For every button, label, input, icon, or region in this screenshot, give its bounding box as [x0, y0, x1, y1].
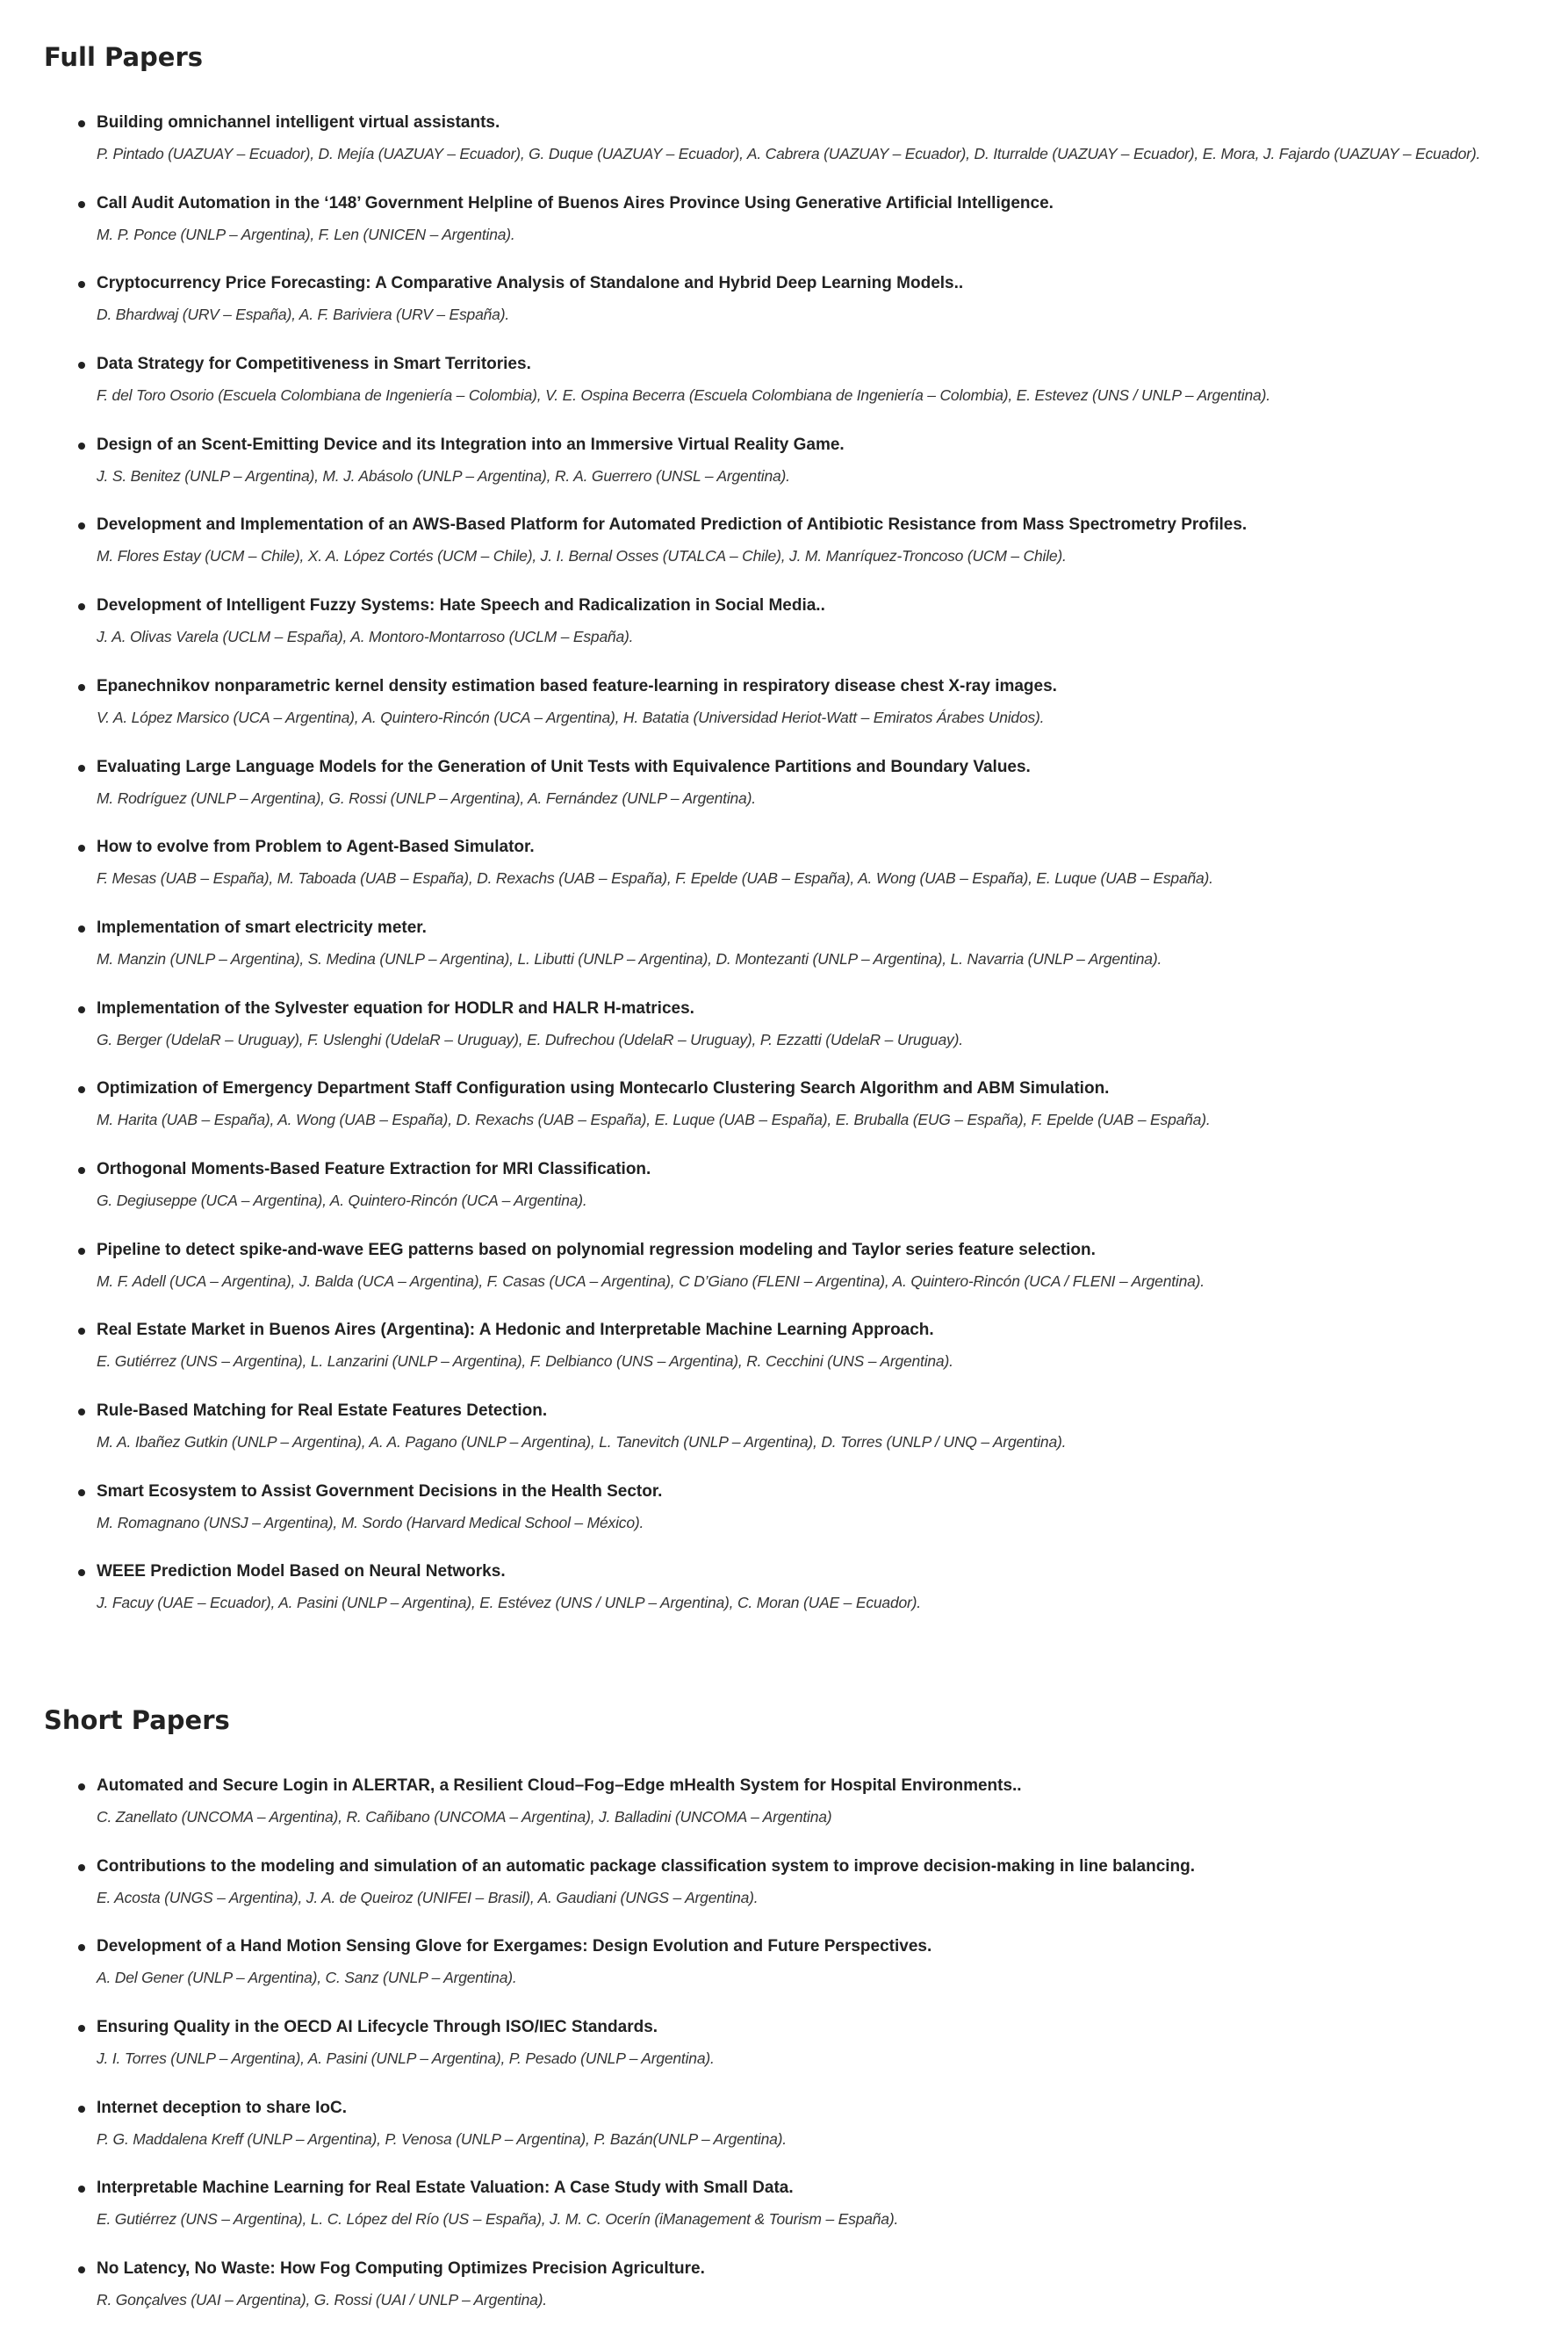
- paper-item: [0, 998, 1568, 1079]
- paper-title: WEEE Prediction Model Based on Neural Networks.: [97, 1562, 506, 1581]
- paper-authors: M. Flores Estay (UCM – Chile), X. A. López Cortés (UCM – Chile), J. I. Bernal Osses (UTALCA – Chile), J. M. Manríquez-Troncoso (UCM – Chile).: [97, 547, 1067, 565]
- paper-authors: J. S. Benitez (UNLP – Argentina), M. J. Abásolo (UNLP – Argentina), R. A. Guerrero (UNSL – Argentina).: [97, 466, 790, 485]
- bullet-icon: [78, 1489, 85, 1496]
- bullet-icon: [78, 201, 85, 208]
- paper-authors: F. del Toro Osorio (Escuela Colombiana de Ingeniería – Colombia), V. E. Ospina Becerra (Escuela Colombiana de Ingeniería – Colombia), E. Estevez (UNS / UNLP – Argentina).: [97, 386, 1270, 405]
- paper-item: [0, 1320, 1568, 1401]
- paper-authors: E. Acosta (UNGS – Argentina), J. A. de Queiroz (UNIFEI – Brasil), A. Gaudiani (UNGS – Argentina).: [97, 1888, 759, 1906]
- bullet-icon: [78, 362, 85, 369]
- paper-title: Epanechnikov nonparametric kernel density estimation based feature-learning in respiratory disease chest X-ray images.: [97, 676, 1057, 695]
- paper-title: Building omnichannel intelligent virtual assistants.: [97, 113, 500, 132]
- paper-item: [0, 2258, 1568, 2339]
- paper-item: [0, 1078, 1568, 1159]
- bullet-icon: [78, 2025, 85, 2032]
- paper-title: Development of a Hand Motion Sensing Glove for Exergames: Design Evolution and Future Perspectives.: [97, 1937, 932, 1956]
- bullet-icon: [78, 2266, 85, 2273]
- paper-title: Implementation of the Sylvester equation for HODLR and HALR H-matrices.: [97, 998, 694, 1018]
- bullet-icon: [78, 281, 85, 288]
- bullet-icon: [78, 684, 85, 691]
- paper-title: Implementation of smart electricity meter.: [97, 918, 427, 937]
- bullet-icon: [78, 1086, 85, 1093]
- paper-authors: R. Gonçalves (UAI – Argentina), G. Rossi (UAI / UNLP – Argentina).: [97, 2291, 547, 2309]
- paper-title: No Latency, No Waste: How Fog Computing Optimizes Precision Agriculture.: [97, 2259, 705, 2279]
- paper-title: Pipeline to detect spike-and-wave EEG patterns based on polynomial regression modeling and Taylor series feature selection.: [97, 1240, 1096, 1259]
- paper-authors: F. Mesas (UAB – España), M. Taboada (UAB – España), D. Rexachs (UAB – España), F. Epelde (UAB – España), A. Wong (UAB – España), E. Luque (UAB – España).: [97, 869, 1213, 888]
- paper-title: Interpretable Machine Learning for Real Estate Valuation: A Case Study with Small Data.: [97, 2179, 794, 2198]
- paper-title: Call Audit Automation in the ‘148’ Government Helpline of Buenos Aires Province Using Generative Artificial Intelligence.: [97, 193, 1054, 212]
- paper-item: [0, 1481, 1568, 1562]
- paper-item: [0, 1240, 1568, 1321]
- bullet-icon: [78, 1248, 85, 1255]
- paper-authors: J. I. Torres (UNLP – Argentina), A. Pasini (UNLP – Argentina), P. Pesado (UNLP – Argentina).: [97, 2049, 715, 2068]
- bullet-icon: [78, 443, 85, 450]
- paper-item: [0, 1936, 1568, 2017]
- bullet-icon: [78, 845, 85, 852]
- paper-item: [0, 1561, 1568, 1642]
- paper-authors: M. A. Ibañez Gutkin (UNLP – Argentina), A. A. Pagano (UNLP – Argentina), L. Tanevitch (UNLP – Argentina), D. Torres (UNLP / UNQ – Argentina).: [97, 1433, 1067, 1451]
- short-papers-heading: Short Papers: [44, 1705, 230, 1735]
- paper-item: [0, 193, 1568, 274]
- paper-title: Rule-Based Matching for Real Estate Features Detection.: [97, 1401, 548, 1420]
- paper-authors: A. Del Gener (UNLP – Argentina), C. Sanz (UNLP – Argentina).: [97, 1969, 517, 1987]
- paper-authors: P. Pintado (UAZUAY – Ecuador), D. Mejía (UAZUAY – Ecuador), G. Duque (UAZUAY – Ecuador), A. Cabrera (UAZUAY – Ecuador), D. Iturralde (UAZUAY – Ecuador), E. Mora, J. Fajardo (UAZUAY – Ecuador).: [97, 145, 1481, 162]
- paper-title: Real Estate Market in Buenos Aires (Argentina): A Hedonic and Interpretable Machine Learning Approach.: [97, 1321, 934, 1340]
- bullet-icon: [78, 2186, 85, 2193]
- paper-authors: E. Gutiérrez (UNS – Argentina), L. C. López del Río (US – España), J. M. C. Ocerín (iManagement & Tourism – España).: [97, 2210, 899, 2229]
- bullet-icon: [78, 603, 85, 610]
- paper-authors: M. Rodríguez (UNLP – Argentina), G. Rossi (UNLP – Argentina), A. Fernández (UNLP – Argentina).: [97, 789, 756, 807]
- paper-authors: G. Degiuseppe (UCA – Argentina), A. Quintero-Rincón (UCA – Argentina).: [97, 1191, 587, 1209]
- paper-title: Design of an Scent-Emitting Device and its Integration into an Immersive Virtual Reality Game.: [97, 435, 845, 454]
- paper-authors: C. Zanellato (UNCOMA – Argentina), R. Cañibano (UNCOMA – Argentina), J. Balladini (UNCOMA – Argentina): [97, 1808, 832, 1826]
- paper-title: Development and Implementation of an AWS-Based Platform for Automated Prediction of Antibiotic Resistance from Mass Spectrometry Profiles.: [97, 515, 1248, 535]
- short-papers-list: [0, 1776, 1568, 2339]
- paper-title: Data Strategy for Competitiveness in Smart Territories.: [97, 355, 531, 374]
- paper-title: Evaluating Large Language Models for the Generation of Unit Tests with Equivalence Partitions and Boundary Values.: [97, 757, 1031, 776]
- paper-item: [0, 515, 1568, 595]
- paper-title: Cryptocurrency Price Forecasting: A Comparative Analysis of Standalone and Hybrid Deep Learning Models..: [97, 274, 964, 293]
- full-papers-heading: Full Papers: [44, 42, 204, 72]
- paper-item: [0, 435, 1568, 515]
- paper-authors: E. Gutiérrez (UNS – Argentina), L. Lanzarini (UNLP – Argentina), F. Delbianco (UNS – Argentina), R. Cecchini (UNS – Argentina).: [97, 1352, 953, 1371]
- paper-item: [0, 757, 1568, 838]
- paper-item: [0, 1856, 1568, 1937]
- bullet-icon: [78, 1944, 85, 1951]
- bullet-icon: [78, 765, 85, 772]
- paper-item: [0, 2178, 1568, 2258]
- paper-item: [0, 1401, 1568, 1481]
- bullet-icon: [78, 926, 85, 933]
- full-papers-list: [0, 112, 1568, 1642]
- bullet-icon: [78, 1328, 85, 1335]
- paper-item: [0, 273, 1568, 354]
- paper-title: Ensuring Quality in the OECD AI Lifecycle Through ISO/IEC Standards.: [97, 2018, 658, 2037]
- bullet-icon: [78, 1167, 85, 1174]
- bullet-icon: [78, 1569, 85, 1576]
- bullet-icon: [78, 2106, 85, 2113]
- bullet-icon: [78, 1864, 85, 1871]
- paper-authors: M. Manzin (UNLP – Argentina), S. Medina (UNLP – Argentina), L. Libutti (UNLP – Argentina), D. Montezanti (UNLP – Argentina), L. Navarria (UNLP – Argentina).: [97, 949, 1162, 968]
- paper-item: [0, 2098, 1568, 2179]
- paper-title: Internet deception to share IoC.: [97, 2098, 348, 2117]
- paper-item: [0, 112, 1568, 193]
- bullet-icon: [78, 1783, 85, 1790]
- paper-authors: V. A. López Marsico (UCA – Argentina), A. Quintero-Rincón (UCA – Argentina), H. Batatia (Universidad Heriot-Watt – Emiratos Árabes Unidos).: [97, 708, 1045, 726]
- bullet-icon: [78, 120, 85, 127]
- paper-authors: M. P. Ponce (UNLP – Argentina), F. Len (UNICEN – Argentina).: [97, 225, 515, 243]
- paper-title: How to evolve from Problem to Agent-Based Simulator.: [97, 838, 535, 857]
- paper-item: [0, 918, 1568, 998]
- paper-title: Optimization of Emergency Department Staff Configuration using Montecarlo Clustering Search Algorithm and ABM Simulation.: [97, 1079, 1110, 1098]
- paper-authors: M. F. Adell (UCA – Argentina), J. Balda (UCA – Argentina), F. Casas (UCA – Argentina), C D’Giano (FLENI – Argentina), A. Quintero-Rincón (UCA / FLENI – Argentina).: [97, 1271, 1205, 1290]
- paper-title: Contributions to the modeling and simulation of an automatic package classification system to improve decision-making in line balancing.: [97, 1856, 1196, 1876]
- paper-item: [0, 1159, 1568, 1240]
- bullet-icon: [78, 522, 85, 529]
- paper-authors: M. Harita (UAB – España), A. Wong (UAB – España), D. Rexachs (UAB – España), E. Luque (UAB – España), E. Bruballa (EUG – España), F. Epelde (UAB – España).: [97, 1111, 1211, 1129]
- paper-title: Development of Intelligent Fuzzy Systems: Hate Speech and Radicalization in Social Media..: [97, 596, 825, 616]
- paper-item: [0, 1776, 1568, 1856]
- paper-title: Automated and Secure Login in ALERTAR, a Resilient Cloud–Fog–Edge mHealth System for Hospital Environments..: [97, 1776, 1022, 1795]
- bullet-icon: [78, 1006, 85, 1013]
- paper-authors: G. Berger (UdelaR – Uruguay), F. Uslenghi (UdelaR – Uruguay), E. Dufrechou (UdelaR – Uruguay), P. Ezzatti (UdelaR – Uruguay).: [97, 1030, 963, 1048]
- paper-authors: J. Facuy (UAE – Ecuador), A. Pasini (UNLP – Argentina), E. Estévez (UNS / UNLP – Argentina), C. Moran (UAE – Ecuador).: [97, 1594, 921, 1612]
- paper-item: [0, 2017, 1568, 2098]
- paper-authors: M. Romagnano (UNSJ – Argentina), M. Sordo (Harvard Medical School – México).: [97, 1513, 644, 1531]
- paper-item: [0, 837, 1568, 918]
- paper-item: [0, 676, 1568, 757]
- paper-title: Orthogonal Moments-Based Feature Extraction for MRI Classification.: [97, 1159, 651, 1178]
- paper-authors: P. G. Maddalena Kreff (UNLP – Argentina), P. Venosa (UNLP – Argentina), P. Bazán(UNLP – Argentina).: [97, 2129, 787, 2148]
- paper-item: [0, 595, 1568, 676]
- paper-title: Smart Ecosystem to Assist Government Decisions in the Health Sector.: [97, 1481, 663, 1501]
- bullet-icon: [78, 1408, 85, 1415]
- paper-item: [0, 354, 1568, 435]
- paper-authors: J. A. Olivas Varela (UCLM – España), A. Montoro-Montarroso (UCLM – España).: [97, 628, 634, 646]
- paper-authors: D. Bhardwaj (URV – España), A. F. Bariviera (URV – España).: [97, 306, 509, 324]
